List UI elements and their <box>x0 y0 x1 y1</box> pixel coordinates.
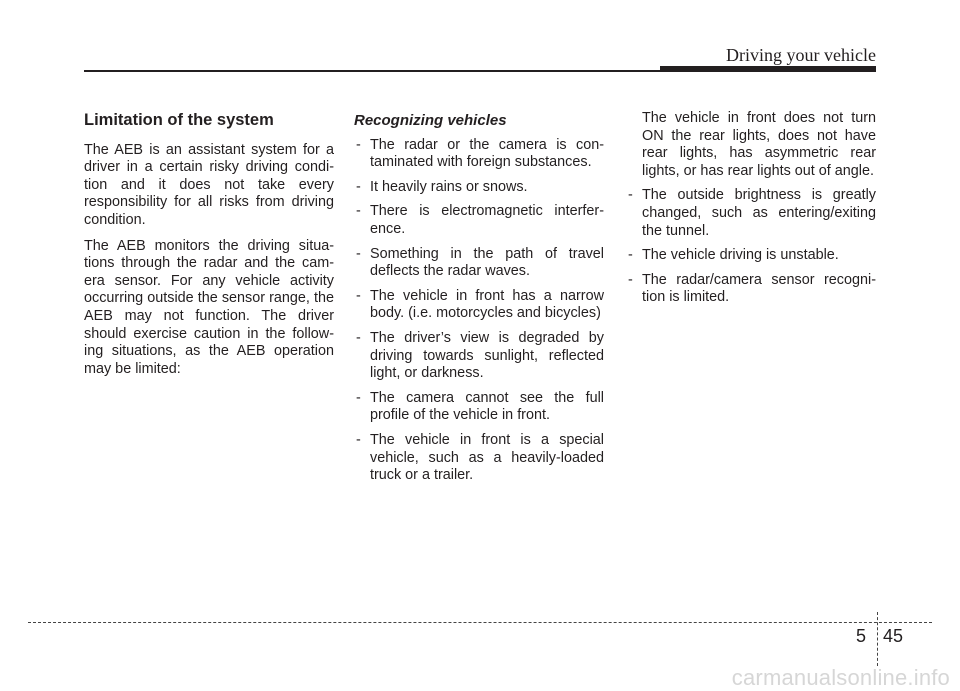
column-2 <box>354 110 604 492</box>
list-item: - The vehicle driving is unstable. <box>626 247 876 265</box>
list-item: - The radar/camera sensor recogni-tion is limited. <box>626 272 876 307</box>
watermark: carmanualsonline.info <box>731 665 950 690</box>
list-item: - There is electromagnetic interfer-ence. <box>354 203 604 238</box>
condition-list <box>354 137 604 485</box>
header-title: Driving your vehicle <box>726 45 876 65</box>
list-item: - The vehicle in front has a narrow body. (i.e. motorcycles and bicycles) <box>354 288 604 323</box>
page-number-separator <box>877 612 878 666</box>
list-item: - The driver’s view is degraded by driving towards sunlight, reflected light, or darkness. <box>354 330 604 383</box>
list-item: - The outside brightness is greatly changed, such as entering/exiting the tunnel. <box>626 187 876 240</box>
section-heading: Limitation of the system <box>84 111 274 129</box>
column-1 <box>84 110 334 386</box>
list-item: - It heavily rains or snows. <box>354 179 604 197</box>
subsection-heading: Recognizing vehicles <box>354 112 507 129</box>
paragraph: The AEB is an assistant system for a driver in a certain risky driving condi-tion and it does not take every responsibility for all risks from driving condition. <box>84 141 334 228</box>
list-item: - The radar or the camera is con-taminated with foreign substances. <box>354 137 604 172</box>
footer-divider <box>28 622 932 623</box>
header-rule-thick <box>660 66 876 72</box>
list-item: - The vehicle in front is a special vehicle, such as a heavily-loaded truck or a trailer. <box>354 432 604 485</box>
continued-list-item: The vehicle in front does not turn ON the rear lights, does not have rear lights, has asymmetric rear lights, or has rear lights out of angle. <box>642 110 876 179</box>
chapter-number: 5 <box>856 626 867 646</box>
column-3 <box>626 110 876 314</box>
paragraph: The AEB monitors the driving situa-tions through the radar and the cam-era sensor. For any vehicle activity occurring outside the sensor range, the AEB may not function. The driver should exercise caution in the follow-ing situations, as the AEB operation may be limited: <box>84 237 334 377</box>
condition-list <box>626 187 876 307</box>
page-number: 45 <box>883 626 904 646</box>
list-item: - Something in the path of travel deflects the radar waves. <box>354 246 604 281</box>
header-rule-thin <box>84 70 662 72</box>
list-item: - The camera cannot see the full profile of the vehicle in front. <box>354 390 604 425</box>
